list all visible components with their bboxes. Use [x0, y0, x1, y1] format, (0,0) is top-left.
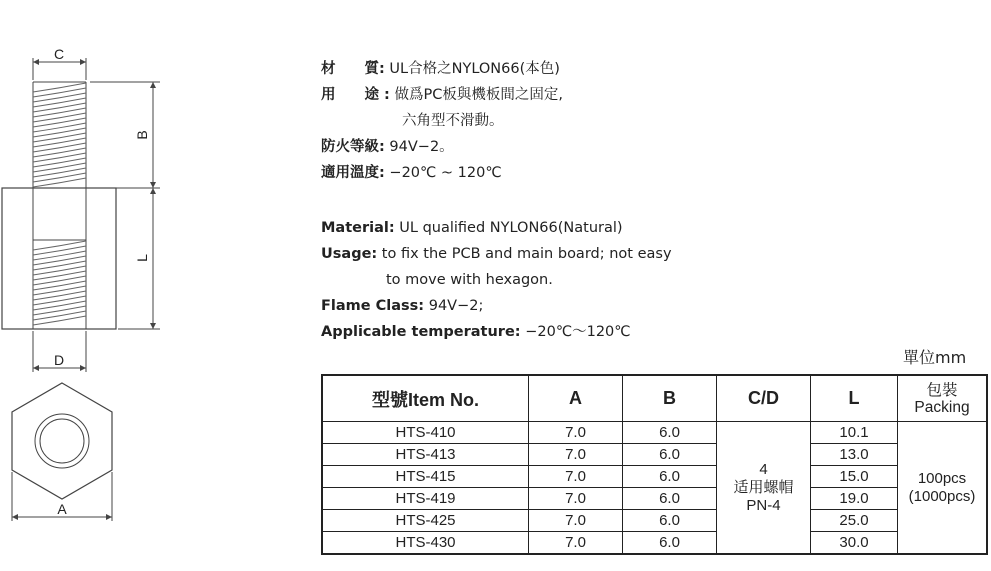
thread-line — [33, 256, 86, 265]
cell-a: 7.0 — [529, 532, 623, 555]
table-row — [322, 532, 987, 555]
cell-a: 7.0 — [529, 422, 623, 444]
spacer-drawing — [0, 0, 170, 571]
thread-line — [33, 83, 86, 92]
spec-en — [321, 215, 672, 345]
thread-line — [33, 108, 86, 117]
cell-b: 6.0 — [623, 510, 717, 532]
header-packing — [898, 375, 988, 422]
spec-zh-material-value: UL合格之NYLON66(本色) — [384, 61, 560, 77]
spec-en-usage-label: Usage: — [321, 246, 378, 262]
packing-qty-bulk: (1000pcs) — [908, 487, 976, 505]
cell-packing-merged — [898, 422, 988, 555]
spec-zh-temp-value: −20℃ ~ 120℃ — [384, 165, 502, 181]
thread-line — [33, 246, 86, 255]
thread-line — [33, 261, 86, 270]
thread-line — [33, 266, 86, 275]
thread-line — [33, 241, 86, 250]
spec-zh-temp-label: 適用溫度: — [321, 165, 385, 181]
spec-en-temp-label: Applicable temperature: — [321, 324, 521, 340]
cell-l: 15.0 — [811, 466, 898, 488]
thread-line — [33, 301, 86, 310]
spec-en-flame — [321, 293, 672, 319]
thread-line — [33, 163, 86, 172]
cell-a: 7.0 — [529, 444, 623, 466]
cell-l: 19.0 — [811, 488, 898, 510]
thread-line — [33, 133, 86, 142]
spec-zh-usage-value-1: 做爲PC板與機板間之固定, — [389, 87, 563, 103]
spec-en-flame-label: Flame Class: — [321, 298, 425, 314]
thread-line — [33, 113, 86, 122]
cell-b: 6.0 — [623, 466, 717, 488]
spec-en-usage-value-1: to fix the PCB and main board; not easy — [377, 246, 672, 262]
cell-item: HTS-419 — [322, 488, 529, 510]
table-row — [322, 488, 987, 510]
spec-zh-material — [321, 56, 563, 82]
cell-item: HTS-410 — [322, 422, 529, 444]
cell-b: 6.0 — [623, 422, 717, 444]
dim-c-label: C — [53, 46, 65, 62]
thread-line — [33, 291, 86, 300]
thread-line — [33, 276, 86, 285]
thread-line — [33, 138, 86, 147]
cell-b: 6.0 — [623, 444, 717, 466]
thread-line — [33, 296, 86, 305]
spec-zh-usage-label: 用 途 : — [321, 87, 390, 103]
thread-line — [33, 93, 86, 102]
spec-zh-usage-value-2: 六角型不滑動。 — [402, 113, 504, 129]
header-l: L — [811, 375, 898, 422]
cell-cd-merged — [717, 422, 811, 555]
thread-line — [33, 271, 86, 280]
spec-en-temp-value: −20℃～120℃ — [520, 324, 631, 340]
cell-a: 7.0 — [529, 488, 623, 510]
unit-label: 單位mm — [903, 348, 967, 367]
thread-line — [33, 306, 86, 315]
thread-line — [33, 153, 86, 162]
spec-en-material — [321, 215, 672, 241]
table-row — [322, 444, 987, 466]
thread-line — [33, 123, 86, 132]
cell-item: HTS-430 — [322, 532, 529, 555]
spec-zh — [321, 56, 563, 186]
packing-qty: 100pcs — [917, 469, 967, 487]
thread-line — [33, 311, 86, 320]
cell-l: 10.1 — [811, 422, 898, 444]
thread-line — [33, 158, 86, 167]
spec-zh-temp — [321, 160, 563, 186]
thread-line — [33, 98, 86, 107]
cell-a: 7.0 — [529, 466, 623, 488]
thread-line — [33, 88, 86, 97]
dim-a-label: A — [57, 501, 67, 517]
spec-zh-usage-line2 — [321, 108, 563, 134]
spec-zh-flame — [321, 134, 563, 160]
spec-zh-material-label: 材 質: — [321, 61, 385, 77]
cell-l: 13.0 — [811, 444, 898, 466]
spec-en-material-label: Material: — [321, 220, 395, 236]
spec-en-usage-line2 — [321, 267, 672, 293]
dim-b-label: B — [134, 130, 150, 140]
cell-b: 6.0 — [623, 488, 717, 510]
spec-en-usage-value-2: to move with hexagon. — [386, 272, 553, 288]
thread-line — [33, 143, 86, 152]
dim-l-label: L — [134, 254, 150, 262]
cell-b: 6.0 — [623, 532, 717, 555]
dim-d-label: D — [53, 352, 65, 368]
thread-line — [33, 286, 86, 295]
header-packing-zh: 包裝 — [926, 381, 958, 399]
thread-line — [33, 173, 86, 182]
cell-item: HTS-413 — [322, 444, 529, 466]
spec-en-usage — [321, 241, 672, 267]
spec-zh-flame-label: 防火等級: — [321, 139, 385, 155]
header-cd: C/D — [717, 375, 811, 422]
table-row — [322, 510, 987, 532]
spec-zh-usage — [321, 82, 563, 108]
item-table — [321, 374, 988, 555]
spec-en-material-value: UL qualified NYLON66(Natural) — [394, 220, 623, 236]
table-row — [322, 422, 987, 444]
thread-line — [33, 103, 86, 112]
table-header-row — [322, 375, 987, 422]
cd-fit-nut: 适用螺帽 — [733, 478, 794, 496]
cell-item: HTS-415 — [322, 466, 529, 488]
thread-line — [33, 281, 86, 290]
cell-item: HTS-425 — [322, 510, 529, 532]
cell-a: 7.0 — [529, 510, 623, 532]
spec-en-temp — [321, 319, 672, 345]
thread-line — [33, 168, 86, 177]
thread-line — [33, 148, 86, 157]
table-row — [322, 466, 987, 488]
thread-line — [33, 178, 86, 187]
header-a: A — [529, 375, 623, 422]
thread-line — [33, 316, 86, 325]
cell-l: 25.0 — [811, 510, 898, 532]
cd-part: PN-4 — [746, 496, 781, 514]
header-item-no: 型號Item No. — [322, 375, 529, 422]
header-packing-en: Packing — [914, 398, 970, 416]
cd-size: 4 — [759, 460, 768, 478]
thread-line — [33, 251, 86, 260]
spec-zh-flame-value: 94V−2。 — [384, 139, 454, 155]
cell-l: 30.0 — [811, 532, 898, 555]
spec-en-flame-value: 94V−2; — [424, 298, 484, 314]
header-b: B — [623, 375, 717, 422]
thread-line — [33, 118, 86, 127]
spacer-drawing-svg — [0, 0, 170, 571]
thread-line — [33, 128, 86, 137]
